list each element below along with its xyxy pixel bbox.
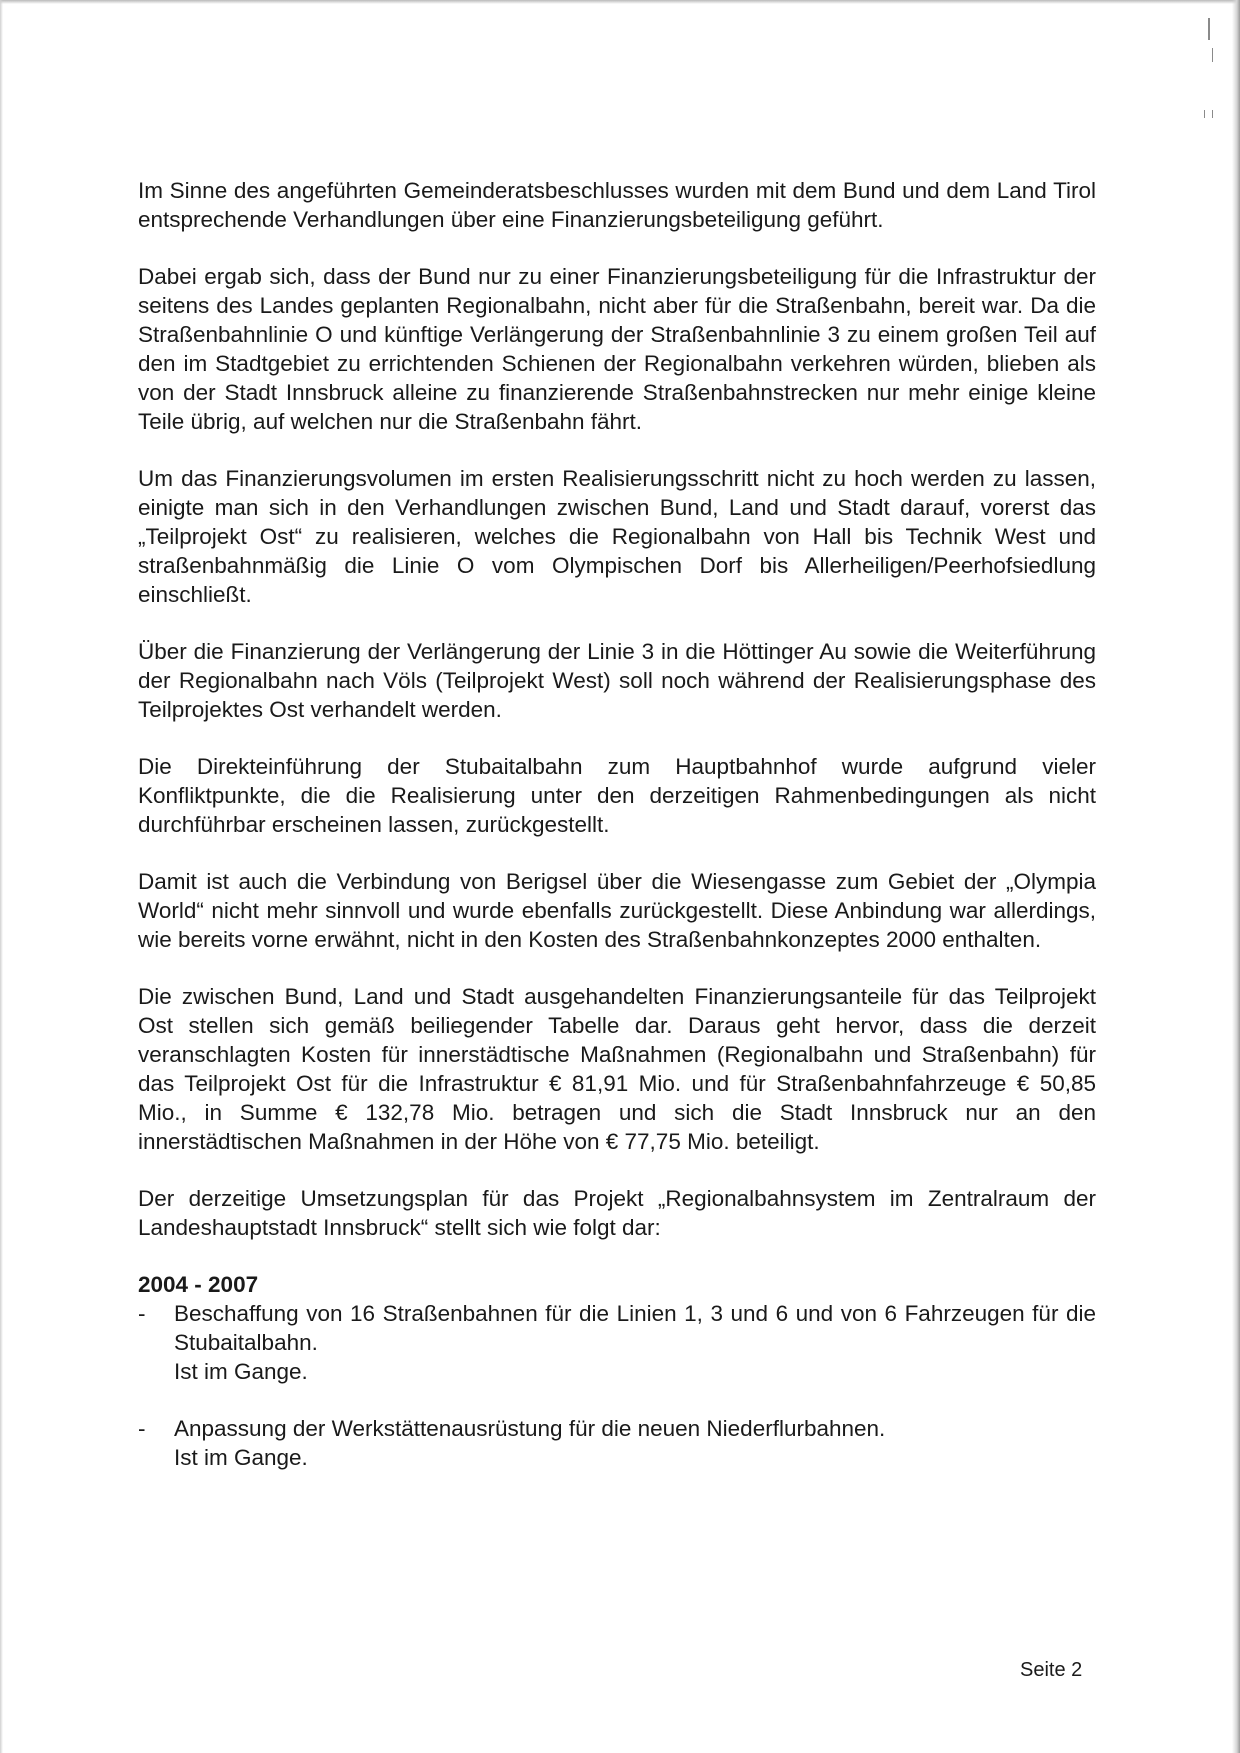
paragraph: Die Direkteinführung der Stubaitalbahn zum Hauptbahnhof wurde aufgrund vieler Konfliktpunkte, die die Realisierung unter den derzeitigen Rahmenbedingungen als nicht durchführbar erscheinen lassen, zurückgestellt. bbox=[138, 754, 1096, 837]
list-item-text: Beschaffung von 16 Straßenbahnen für die Linien 1, 3 und 6 und von 6 Fahrzeugen für die Stubaitalbahn. bbox=[174, 1301, 1096, 1355]
list-item-status: Ist im Gange. bbox=[174, 1359, 308, 1384]
scan-edge-top bbox=[0, 0, 1240, 4]
paragraph: Die zwischen Bund, Land und Stadt ausgehandelten Finanzierungsanteile für das Teilprojekt Ost stellen sich gemäß beiliegender Tabelle dar. Daraus geht hervor, dass die derzeit veranschlagten Kosten für innerstädtische Maßnahmen (Regionalbahn und Straßenbahn) für das Teilprojekt Ost für die Infrastruktur € 81,91 Mio. und für Straßenbahnfahrzeuge € 50,85 Mio., in Summe € 132,78 Mio. betragen und sich die Stadt Innsbruck nur an den innerstädtischen Maßnahmen in der Höhe von € 77,75 Mio. beteiligt. bbox=[138, 984, 1096, 1154]
scan-edge-right bbox=[1232, 0, 1240, 1753]
paragraph: Damit ist auch die Verbindung von Berigsel über die Wiesengasse zum Gebiet der „Olympia World“ nicht mehr sinnvoll und wurde ebenfalls zurückgestellt. Diese Anbindung war allerdings, wie bereits vorne erwähnt, nicht in den Kosten des Straßenbahnkonzeptes 2000 enthalten. bbox=[138, 869, 1096, 952]
paragraph: Dabei ergab sich, dass der Bund nur zu einer Finanzierungsbeteiligung für die Infrastruktur der seitens des Landes geplanten Regionalbahn, nicht aber für die Straßenbahn, bereit war. Da die Straßenbahnlinie O und künftige Verlängerung der Straßenbahnlinie 3 zu einem großen Teil auf den im Stadtgebiet zu errichtenden Schienen der Regionalbahn verkehren würden, blieben als von der Stadt Innsbruck alleine zu finanzierende Straßenbahnstrecken nur mehr einige kleine Teile übrig, auf welchen nur die Straßenbahn fährt. bbox=[138, 264, 1096, 434]
paragraph: Der derzeitige Umsetzungsplan für das Projekt „Regionalbahnsystem im Zentralraum der Landeshauptstadt Innsbruck“ stellt sich wie folgt dar: bbox=[138, 1186, 1096, 1240]
bullet-dash: - bbox=[138, 1301, 146, 1326]
paragraph: Über die Finanzierung der Verlängerung der Linie 3 in die Höttinger Au sowie die Weiterführung der Regionalbahn nach Völs (Teilprojekt West) soll noch während der Realisierungsphase des Teilprojektes Ost verhandelt werden. bbox=[138, 639, 1096, 722]
list-item-status: Ist im Gange. bbox=[174, 1445, 308, 1470]
scan-edge-left bbox=[0, 0, 3, 1753]
paragraph: Im Sinne des angeführten Gemeinderatsbeschlusses wurden mit dem Bund und dem Land Tirol entsprechende Verhandlungen über eine Finanzierungsbeteiligung geführt. bbox=[138, 178, 1096, 232]
list-item-text: Anpassung der Werkstättenausrüstung für die neuen Niederflurbahnen. bbox=[174, 1416, 886, 1441]
list-item bbox=[138, 1414, 1096, 1472]
measures-list bbox=[138, 1299, 1096, 1472]
bullet-dash: - bbox=[138, 1416, 146, 1441]
scan-mark bbox=[1212, 110, 1213, 118]
scan-mark bbox=[1208, 18, 1210, 40]
document-body bbox=[138, 176, 1096, 1500]
list-item bbox=[138, 1299, 1096, 1386]
page-number: Seite 2 bbox=[1020, 1659, 1083, 1681]
scan-mark bbox=[1212, 48, 1213, 62]
paragraph: Um das Finanzierungsvolumen im ersten Realisierungsschritt nicht zu hoch werden zu lassen, einigte man sich in den Verhandlungen zwischen Bund, Land und Stadt darauf, vorerst das „Teilprojekt Ost“ zu realisieren, welches die Regionalbahn von Hall bis Technik West und straßenbahnmäßig die Linie O vom Olympischen Dorf bis Allerheiligen/Peerhofsiedlung einschließt. bbox=[138, 466, 1096, 607]
timeline-section bbox=[138, 1270, 1096, 1472]
section-heading: 2004 - 2007 bbox=[138, 1272, 259, 1297]
scan-mark bbox=[1204, 110, 1205, 118]
